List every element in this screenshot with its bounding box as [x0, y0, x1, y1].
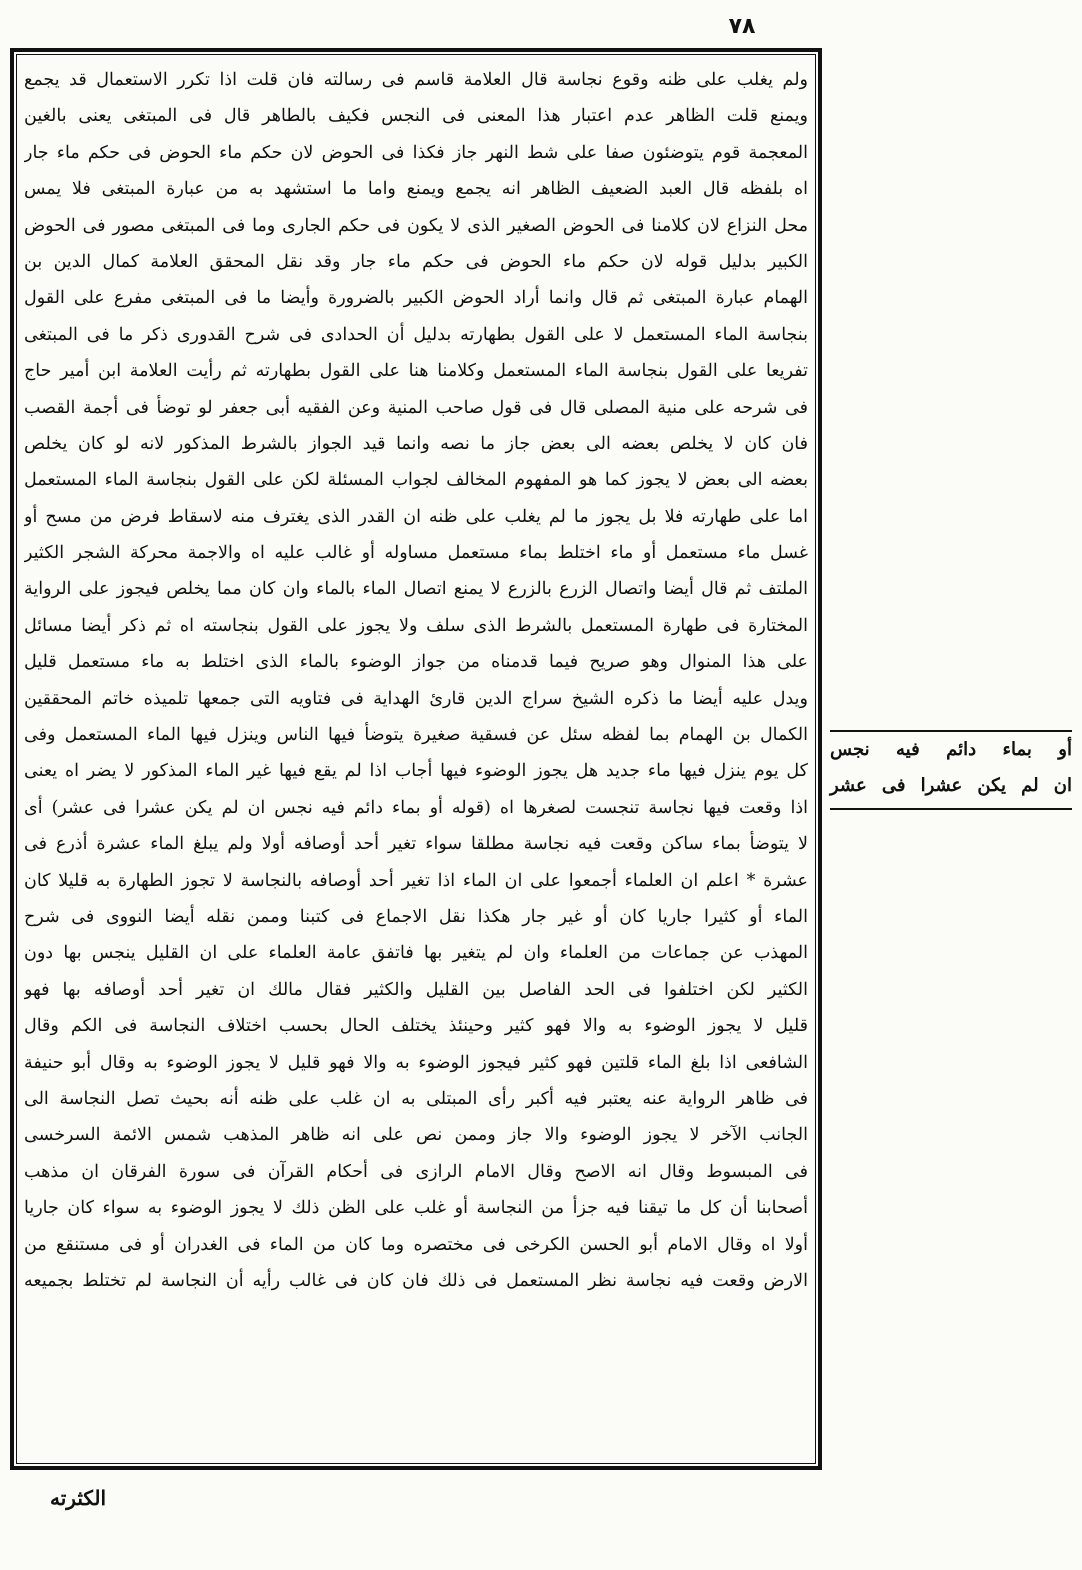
text-line: ويدل عليه أيضا ما ذكره الشيخ سراج الدين قارئ الهداية فى فتاويه التى جمعها تلميذه خاتم المحققين: [24, 688, 808, 709]
text-line: أولا اه وقال الامام أبو الحسن الكرخى فى مختصره وما كان من الماء فى الغدران أو فى مستنقع من: [24, 1234, 808, 1255]
text-line: اه بلفظه قال العبد الضعيف الظاهر انه يجمع ويمنع واما ما استشهد به من عبارة المبتغى فلا يمس: [24, 179, 808, 200]
text-line: عشرة * اعلم ان العلماء أجمعوا على ان الماء اذا تغير أحد أوصافه بالنجاسة لا تجوز الطهارة به قليلا كان: [24, 870, 808, 891]
text-line: لا يتوضأ بماء ساكن وقعت فيه نجاسة مطلقا سواء تغير أحد أوصافه أولا ولم يبلغ الماء عشرة أذرع فى: [24, 834, 808, 855]
text-line: الهمام عبارة المبتغى ثم قال وانما أراد الحوض الكبير بالضرورة وأيضا ما فى المبتغى مفرع على القول: [24, 288, 808, 309]
text-line: الكبير بدليل قوله لان حكم ماء الحوض فى حكم ماء جار وقد نقل المحقق العلامة كمال الدين بن: [24, 251, 808, 272]
text-line: الجانب الآخر لا يجوز الوضوء والا جاز وممن نص على انه ظاهر المذهب شمس الائمة السرخسى: [24, 1125, 808, 1146]
page-number: ٧٨: [728, 14, 756, 39]
margin-note-line: أو بماء دائم فيه نجس: [830, 739, 1072, 760]
text-line: المعجمة قوم يتوضئون صفا على شط النهر جاز فكذا فى الحوض لان حكم ماء الحوض فى حكم ماء جار: [24, 142, 808, 163]
text-line: تفريعا على القول بنجاسة الماء المستعمل وكلامنا هنا على القول بطهارته ثم رأيت العلامة ابن أمير حاج: [24, 361, 808, 382]
text-line: ويمنع قلت الظاهر عدم اعتبار هذا المعنى فى النجس فكيف بالطاهر قال فى المبتغى يعنى بالغين: [24, 106, 808, 127]
text-line: غسل ماء مستعمل أو ماء اختلط بماء مستعمل مساوله أو غالب عليه اه والاجمة محركة الشجر الكثير: [24, 543, 808, 564]
margin-note-line: ان لم يكن عشرا فى عشر: [830, 775, 1072, 796]
text-line: كل يوم ينزل فيها ماء جديد هل يجوز الوضوء فيها أجاب اذا لم يقع فيها غير الماء المذكور لا يضر اه يعنى: [24, 761, 808, 782]
text-line: فى المبسوط وقال انه الاصح وقال الامام الرازى فى أحكام القرآن فى سورة الفرقان ان مذهب: [24, 1161, 808, 1182]
text-line: فى شرحه على منية المصلى قال فى قول صاحب المنية وعن الفقيه أبى جعفر لو توضأ فى أجمة القصب: [24, 397, 808, 418]
text-line: المهذب عن جماعات من العلماء وان لم يتغير بها فاتفق عامة العلماء على ان القليل ينجس بها دون: [24, 943, 808, 964]
margin-note-rule-bottom: [830, 808, 1072, 810]
margin-note: [830, 732, 1072, 804]
main-text-block: [24, 62, 808, 1458]
text-line: على هذا المنوال وهو صريح فيما قدمناه من جواز الوضوء بالماء الذى اختلط به ماء مستعمل قليل: [24, 652, 808, 673]
text-line: بنجاسة الماء المستعمل لا على القول بطهارته بدليل أن الحدادى فى شرح القدورى ذكر ما فى المبتغى: [24, 324, 808, 345]
text-line: اما على طهارته فلا بل يجوز ما لم يغلب على ظنه ان القدر الذى يغترف منه لاسقاط فرض من مسح أو: [24, 506, 808, 527]
text-line: الكثير لكن اختلفوا فى الحد الفاصل بين القليل والكثير فقال مالك ان تغير أحد أوصافه بها فهو: [24, 979, 808, 1000]
text-line: الماء أو كثيرا جاريا كان أو غير جار هكذا نقل الاجماع فى كتبنا وممن نقله أيضا النووى فى شرح: [24, 906, 808, 927]
text-line: المختارة فى طهارة المستعمل بالشرط الذى سلف ولا يجوز على القول بنجاسته اه ثم ذكر أيضا مسائل: [24, 615, 808, 636]
text-line: اذا وقعت فيها نجاسة تنجست لصغرها اه (قوله أو بماء دائم فيه نجس ان لم يكن عشرا فى عشر) أى: [24, 797, 808, 818]
text-line: فان كان لا يخلص بعضه الى بعض جاز ما نصه وانما قيد الجواز بالشرط المذكور لانه لو كان يخلص: [24, 433, 808, 454]
text-line: ولم يغلب على ظنه وقوع نجاسة قال العلامة قاسم فى رسالته فان قلت اذا تكرر الاستعمال قد يجمع: [24, 70, 808, 90]
text-line: أصحابنا أن كل ما تيقنا فيه جزأ من النجاسة أو غلب على الظن ذلك لا يجوز الوضوء به سواء كان جاريا: [24, 1198, 808, 1219]
text-line: محل النزاع لان كلامنا فى الحوض الصغير الذى لا يكون فى حكم الجارى وما فى المبتغى مصور فى الحوض: [24, 215, 808, 236]
text-line: الملتف ثم قال أيضا واتصال الزرع بالزرع لا يمنع اتصال الماء بالماء وان كان مما يخلص فيجوز على الرواية: [24, 579, 808, 600]
text-line: فى ظاهر الرواية عنه يعتبر فيه أكبر رأى المبتلى به ان غلب على ظنه أنه بحيث تصل النجاسة الى: [24, 1088, 808, 1109]
text-line: قليل لا يجوز الوضوء به والا فهو كثير وحينئذ يختلف الحال بحسب اختلاف النجاسة فى الكم وقال: [24, 1016, 808, 1037]
text-line: الكمال بن الهمام بما لفظه سئل عن فسقية صغيرة يتوضأ فيها الناس وينزل فيها الماء المستعمل وفى: [24, 725, 808, 746]
text-line: بعضه الى بعض لا يجوز كما هو المفهوم المخالف لجواب المسئلة لكن على القول بنجاسة الماء المستعمل: [24, 470, 808, 491]
catchword: الكثرته: [50, 1486, 107, 1510]
text-line: الشافعى اذا بلغ الماء قلتين فهو كثير فيجوز الوضوء به والا فهو قليل لا يجوز الوضوء به وقال أبو حنيفة: [24, 1052, 808, 1073]
text-line: الارض وقعت فيه نجاسة نظر المستعمل فى ذلك فان كان فى غالب رأيه أن النجاسة لم تختلط بجميعه: [24, 1270, 808, 1291]
